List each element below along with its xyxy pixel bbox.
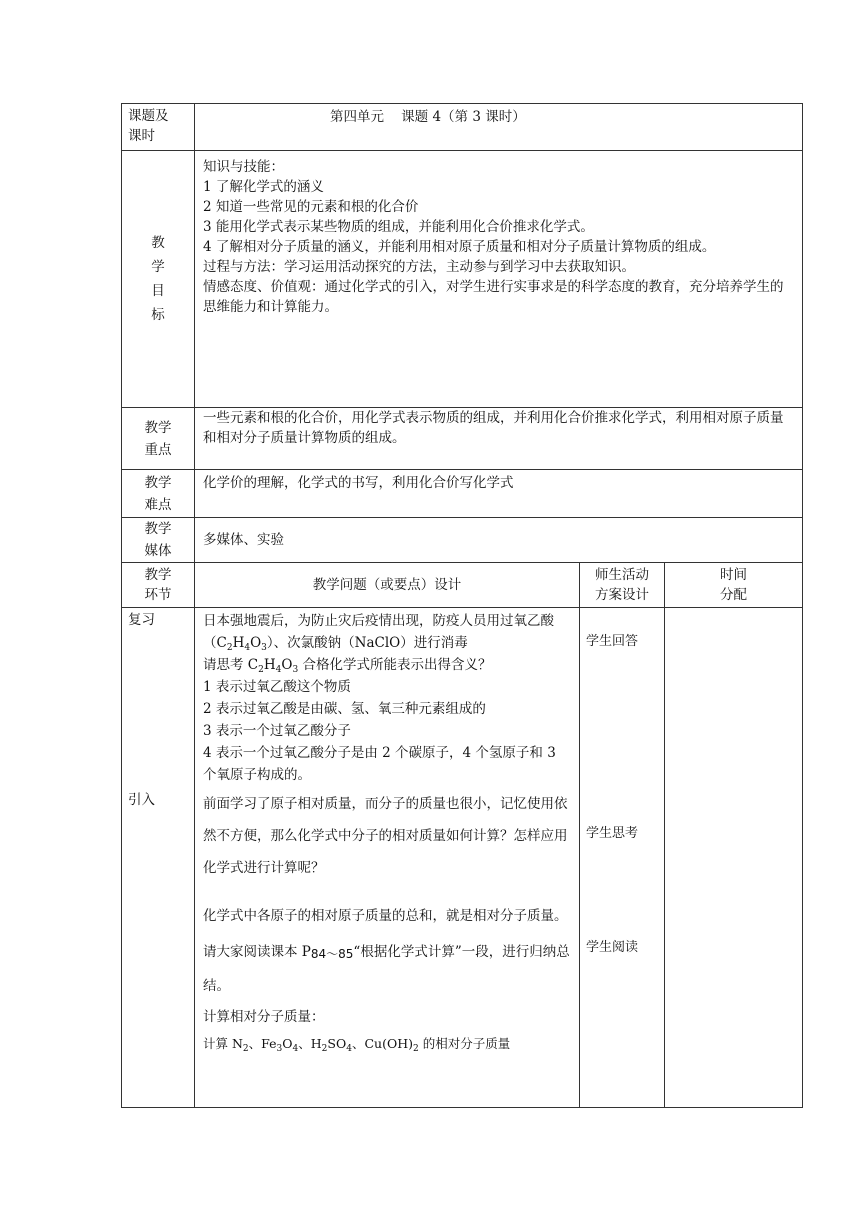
header-label-line2: 课时 — [128, 128, 155, 144]
earthquake-text-b: ）、次氯酸钠（NaClO）进行消毒 — [266, 635, 468, 651]
column-stage-line2: 环节 — [144, 587, 172, 603]
column-stage-line1: 教学 — [144, 567, 172, 583]
time-cell — [665, 608, 803, 1108]
question-text-b: 合格化学式所能表示出得含义？ — [298, 657, 492, 673]
formula-c2h4o3: $C_2H_4O_3$ — [247, 657, 299, 675]
difficulties-label-cell — [122, 470, 195, 518]
column-header-row — [122, 563, 803, 608]
goal-line: 情感态度、价值观：通过化学式的引入，对学生进行实事求是的科学态度的教育，充分培养学生的思维能力和计算能力。 — [203, 279, 784, 315]
meaning-item: 1 表示过氧乙酸这个物质 — [203, 679, 351, 695]
goal-line: 4 了解相对分子质量的涵义，并能利用相对原子质量和相对分子质量计算物质的组成。 — [203, 239, 716, 255]
design-cell — [195, 608, 580, 1108]
lesson-plan-table — [121, 103, 803, 1108]
media-label-line2: 媒体 — [144, 543, 172, 559]
lesson-body-row — [122, 608, 803, 1108]
media-label-cell — [122, 518, 195, 563]
column-activity-line2: 方案设计 — [595, 587, 649, 603]
media-text: 多媒体、实验 — [195, 518, 803, 563]
column-activity-header — [580, 563, 665, 608]
calc-title: 计算相对分子质量： — [203, 1009, 325, 1025]
header-label-cell — [122, 104, 195, 151]
column-design-header: 教学问题（或要点）设计 — [195, 563, 580, 608]
difficulties-label-line2: 难点 — [144, 496, 172, 513]
goal-line: 2 知道一些常见的元素和根的化合价 — [203, 199, 419, 215]
meaning-item: 3 表示一个过氧乙酸分子 — [203, 723, 351, 739]
question-text-a: 请思考 — [203, 657, 248, 673]
goals-label-char: 标 — [151, 307, 165, 323]
earthquake-paragraph — [203, 610, 571, 654]
intro-paragraph: 前面学习了原子相对质量，而分子的质量也很小，记忆使用依然不方便，那么化学式中分子的相对质量如何计算？怎样应用化学式进行计算呢？ — [203, 796, 568, 876]
goals-label-char: 目 — [151, 283, 165, 299]
lesson-title-cell — [195, 104, 803, 151]
reading-pages: 84～85 — [310, 947, 354, 961]
key-points-row — [122, 408, 803, 470]
goals-content-cell — [195, 151, 803, 408]
goals-label-char: 学 — [151, 259, 165, 275]
calc-task: 计算 $N_2$、$Fe_3O_4$、$H_2SO_4$、$Cu(OH)_2$ 的相对分子质量 — [203, 1036, 511, 1054]
media-row — [122, 518, 803, 563]
key-points-label-cell — [122, 408, 195, 470]
goal-line: 过程与方法：学习运用活动探究的方法，主动参与到学习中去获取知识。 — [203, 259, 635, 275]
lesson-title: 第四单元 课题 4（第 3 课时） — [330, 109, 526, 125]
key-points-label-line2: 重点 — [144, 441, 172, 458]
column-stage-header — [122, 563, 195, 608]
goals-label-char: 教 — [151, 235, 165, 251]
formula-c2h4o3: $C_2H_4O_3$ — [216, 635, 267, 653]
activity-answer: 学生回答 — [586, 634, 639, 649]
column-time-header — [665, 563, 803, 608]
reading-text-b: “根据化学式计算”一段，进行归纳总结。 — [203, 944, 570, 994]
earthquake-text-a: 日本强地震后，为防止灾后疫情出现，防疫人员用过氧乙酸（ — [203, 613, 554, 651]
meaning-item: 2 表示过氧乙酸是由碳、氢、氧三种元素组成的 — [203, 701, 486, 717]
difficulties-text: 化学价的理解，化学式的书写，利用化合价写化学式 — [195, 470, 803, 518]
column-time-line1: 时间 — [720, 567, 747, 583]
stage-review: 复习 — [128, 612, 155, 628]
reading-text-a: 请大家阅读课本 P — [203, 944, 311, 960]
difficulties-row — [122, 470, 803, 518]
header-row — [122, 104, 803, 151]
goal-line: 1 了解化学式的涵义 — [203, 179, 324, 195]
meaning-item: 4 表示一个过氧乙酸分子是由 2 个碳原子，4 个氢原子和 3 个氧原子构成的。 — [203, 745, 556, 783]
activity-cell — [580, 608, 665, 1108]
goals-row — [122, 151, 803, 408]
activity-think: 学生思考 — [586, 826, 639, 841]
column-time-line2: 分配 — [720, 587, 747, 603]
key-points-label-line1: 教学 — [144, 419, 172, 436]
stage-intro: 引入 — [128, 792, 155, 808]
goals-label-cell — [122, 151, 195, 408]
goal-line: 3 能用化学式表示某些物质的组成，并能利用化合价推求化学式。 — [203, 219, 594, 235]
reading-paragraph — [203, 936, 571, 1002]
media-label-line1: 教学 — [144, 521, 172, 537]
difficulties-label-line1: 教学 — [144, 474, 172, 491]
activity-read: 学生阅读 — [586, 940, 639, 955]
header-label-line1: 课题及 — [128, 108, 169, 124]
goal-line: 知识与技能： — [203, 159, 284, 175]
column-activity-line1: 师生活动 — [595, 567, 649, 583]
key-points-text: 一些元素和根的化合价，用化学式表示物质的组成，并利用化合价推求化学式，利用相对原子质量和相对分子质量计算物质的组成。 — [195, 408, 803, 470]
stage-cell — [122, 608, 195, 1108]
question-paragraph — [203, 654, 571, 676]
definition-paragraph: 化学式中各原子的相对原子质量的总和，就是相对分子质量。 — [203, 908, 568, 924]
